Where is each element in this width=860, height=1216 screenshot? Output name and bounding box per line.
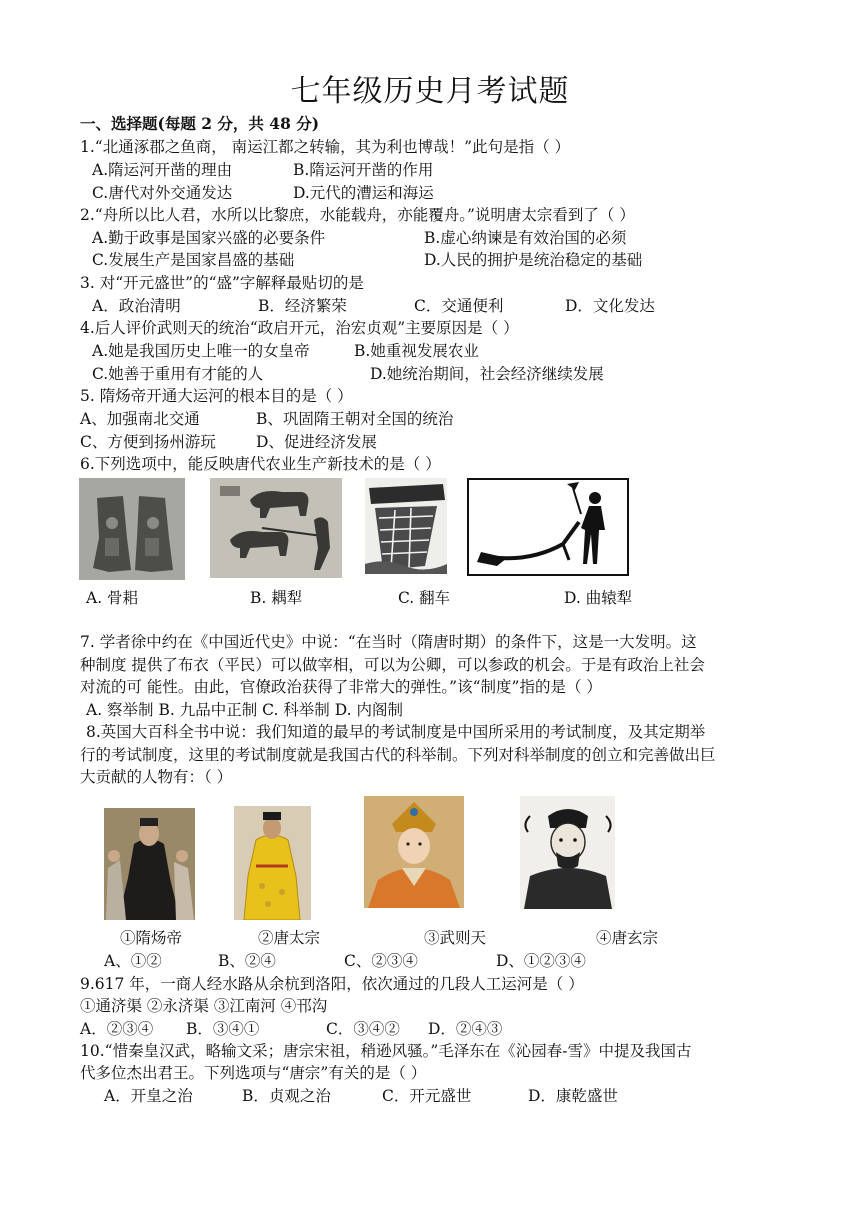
q2-option-a: A.勤于政事是国家兴盛的必要条件 — [92, 229, 326, 247]
q3-option-c: C．交通便利 — [414, 297, 504, 315]
q4-option-d: D.她统治期间，社会经济继续发展 — [370, 365, 604, 383]
q3-option-b: B．经济繁荣 — [258, 297, 347, 315]
q10-option-b: B．贞观之治 — [242, 1087, 331, 1105]
q1-option-c: C.唐代对外交通发达 — [92, 184, 233, 202]
q9-option-c: C．③④② — [326, 1020, 400, 1038]
ox-plough-image — [210, 478, 342, 578]
q3-stem: 3. 对“开元盛世”的“盛”字解释最贴切的是 — [80, 274, 364, 292]
q8-person-1: ①隋炀帝 — [120, 929, 183, 947]
q5-stem: 5. 隋炀帝开通大运河的根本目的是（ ） — [80, 387, 353, 405]
q10-line-2: 代多位杰出君王。下列选项与“唐宗”有关的是（ ） — [80, 1064, 427, 1082]
q1-option-a: A.隋运河开凿的理由 — [92, 161, 233, 179]
tang-taizong-portrait — [234, 806, 311, 920]
q9-option-b: B．③④① — [186, 1020, 260, 1038]
q6-option-b: B. 耦犁 — [250, 589, 303, 607]
sui-yangdi-portrait — [104, 808, 195, 920]
q7-options: A. 察举制 B. 九品中正制 C. 科举制 D. 内阁制 — [86, 701, 403, 719]
q6-option-c: C. 翻车 — [398, 589, 451, 607]
q10-option-d: D．康乾盛世 — [528, 1087, 618, 1105]
q7-line-3: 对流的可 能性。由此，官僚政治获得了非常大的弹性。”该“制度”指的是（ ） — [80, 678, 602, 696]
page-title: 七年级历史月考试题 — [290, 74, 570, 109]
q8-option-a: A、①② — [104, 952, 162, 970]
q4-stem: 4.后人评价武则天的统治“政启开元，治宏贞观”主要原因是（ ） — [80, 319, 519, 337]
q4-option-c: C.她善于重用有才能的人 — [92, 365, 264, 383]
q2-option-c: C.发展生产是国家昌盛的基础 — [92, 251, 295, 269]
q10-option-c: C．开元盛世 — [382, 1087, 472, 1105]
q5-option-b: B、巩固隋王朝对全国的统治 — [256, 410, 454, 428]
q1-stem: 1.“北通涿郡之鱼商， 南运江都之转输，其为利也博哉！”此句是指（ ） — [80, 138, 570, 156]
section-heading: 一、选择题(每题 2 分，共 48 分) — [80, 114, 320, 133]
q5-option-c: C、方便到扬州游玩 — [80, 433, 216, 451]
q5-option-d: D、促进经济发展 — [256, 433, 377, 451]
q8-option-d: D、①②③④ — [496, 952, 586, 970]
q10-option-a: A．开皇之治 — [104, 1087, 193, 1105]
q6-option-a: A. 骨耜 — [86, 589, 139, 607]
q8-line-1: 8.英国大百科全书中说：我们知道的最早的考试制度是中国所采用的考试制度，及其定期举 — [86, 723, 706, 741]
wu-zetian-portrait — [364, 796, 464, 908]
q9-option-a: A．②③④ — [80, 1020, 154, 1038]
q8-person-3: ③武则天 — [424, 929, 487, 947]
q2-option-d: D.人民的拥护是统治稳定的基础 — [424, 251, 643, 269]
q7-line-1: 7. 学者徐中约在《中国近代史》中说：“在当时（隋唐时期）的条件下，这是一大发明。这 — [80, 633, 697, 651]
q2-stem: 2.“舟所以比人君，水所以比黎庶，水能载舟，亦能覆舟。”说明唐太宗看到了（ ） — [80, 206, 635, 224]
q9-items: ①通济渠 ②永济渠 ③江南河 ④邗沟 — [80, 997, 328, 1015]
q3-option-d: D．文化发达 — [565, 297, 655, 315]
q2-option-b: B.虚心纳谏是有效治国的必须 — [424, 229, 627, 247]
q8-option-c: C、②③④ — [344, 952, 418, 970]
q1-option-b: B.隋运河开凿的作用 — [293, 161, 434, 179]
bone-spade-image — [79, 478, 185, 580]
tang-xuanzong-portrait — [520, 796, 615, 909]
q4-option-a: A.她是我国历史上唯一的女皇帝 — [92, 342, 310, 360]
water-wheel-image — [365, 478, 447, 574]
q8-option-b: B、②④ — [218, 952, 276, 970]
q3-option-a: A．政治清明 — [92, 297, 181, 315]
q8-line-3: 大贡献的人物有：（ ） — [80, 768, 233, 786]
q1-option-d: D.元代的漕运和海运 — [293, 184, 434, 202]
q5-option-a: A、加强南北交通 — [80, 410, 200, 428]
q6-option-d: D. 曲辕犁 — [564, 589, 633, 607]
q8-person-2: ②唐太宗 — [258, 929, 321, 947]
q4-option-b: B.她重视发展农业 — [354, 342, 479, 360]
q8-line-2: 行的考试制度，这里的考试制度就是我国古代的科举制。下列对科举制度的创立和完善做出巨 — [80, 746, 716, 764]
q8-person-4: ④唐玄宗 — [596, 929, 659, 947]
q7-line-2: 种制度 提供了布衣（平民）可以做宰相，可以为公卿，可以参政的机会。于是有政治上社会 — [80, 656, 705, 674]
q10-line-1: 10.“惜秦皇汉武，略输文采；唐宗宋祖，稍逊风骚。”毛泽东在《沁园春-雪》中提及我国古 — [80, 1042, 692, 1060]
q6-stem: 6.下列选项中，能反映唐代农业生产新技术的是（ ） — [80, 455, 441, 473]
curved-plough-image — [467, 478, 629, 576]
q9-stem: 9.617 年，一商人经水路从余杭到洛阳，依次通过的几段人工运河是（ ） — [80, 975, 584, 993]
q9-option-d: D．②④③ — [428, 1020, 503, 1038]
